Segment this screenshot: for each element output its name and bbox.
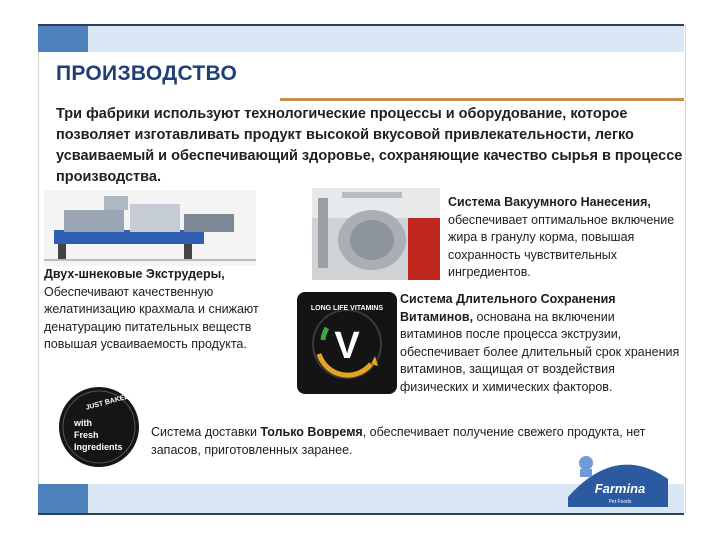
logo-brand: Farmina (594, 481, 646, 496)
long-life-vitamins-badge (297, 292, 397, 394)
fresh-badge-line4: Ingredients (74, 442, 123, 452)
header-accent-block (38, 24, 88, 52)
fresh-badge-line3: Fresh (74, 430, 99, 440)
vitamins-heading: Система Длительного Сохранения Витаминов, (400, 292, 616, 324)
vitamins-description (400, 291, 680, 396)
vacuum-description (448, 194, 688, 282)
extruder-body: Обеспечивают качественную желатинизацию крахмала и снижают денатурацию питательных веществ повышая усваиваемость продукта. (44, 284, 259, 351)
slide-title: ПРОИЗВОДСТВО (56, 62, 238, 85)
farmina-logo (556, 449, 676, 509)
intro-paragraph: Три фабрики используют технологические процессы и оборудование, которое позволяет изготавливать продукт высокой вкусовой привлекательности, легко усваиваемый и обеспечивающий здоровье, сохраняющие качество сырья в процессе производства. (56, 106, 683, 185)
vitamins-badge-label: LONG LIFE VITAMINS (310, 305, 384, 312)
vacuum-heading: Система Вакуумного Нанесения, (448, 195, 651, 209)
footer-accent-block (38, 484, 88, 514)
vitamins-badge-letter: V (334, 325, 360, 367)
title-underline (280, 98, 684, 101)
fresh-ingredients-badge (56, 384, 142, 470)
vacuum-body: обеспечивает оптимальное включение жира в гранулу корма, повышая сохранность чувствительных ингредиентов. (448, 212, 675, 279)
vitamins-body: основана на включении витаминов после процесса экструзии, обеспечивает более длительный срок хранения витаминов, защищая от воздействия физических и химических факторов. (400, 309, 680, 394)
extruder-machine-image (44, 190, 256, 266)
header-line (38, 24, 684, 26)
logo-sub: Pet Foods (608, 499, 632, 505)
extruder-description (44, 266, 274, 354)
footer-line (38, 513, 684, 515)
delivery-heading: Только Вовремя (260, 425, 363, 439)
fresh-badge-line1: JUST BAKED (85, 393, 131, 412)
header-band (38, 24, 684, 52)
vacuum-system-image (312, 188, 440, 280)
delivery-body: , обеспечивает получение свежего продукта, нет запасов, приготовленных заранее. (151, 425, 646, 457)
extruder-heading: Двух-шнековые Экструдеры, (44, 267, 225, 281)
delivery-prefix: Система доставки (151, 425, 261, 439)
fresh-badge-line2: with (74, 418, 92, 428)
